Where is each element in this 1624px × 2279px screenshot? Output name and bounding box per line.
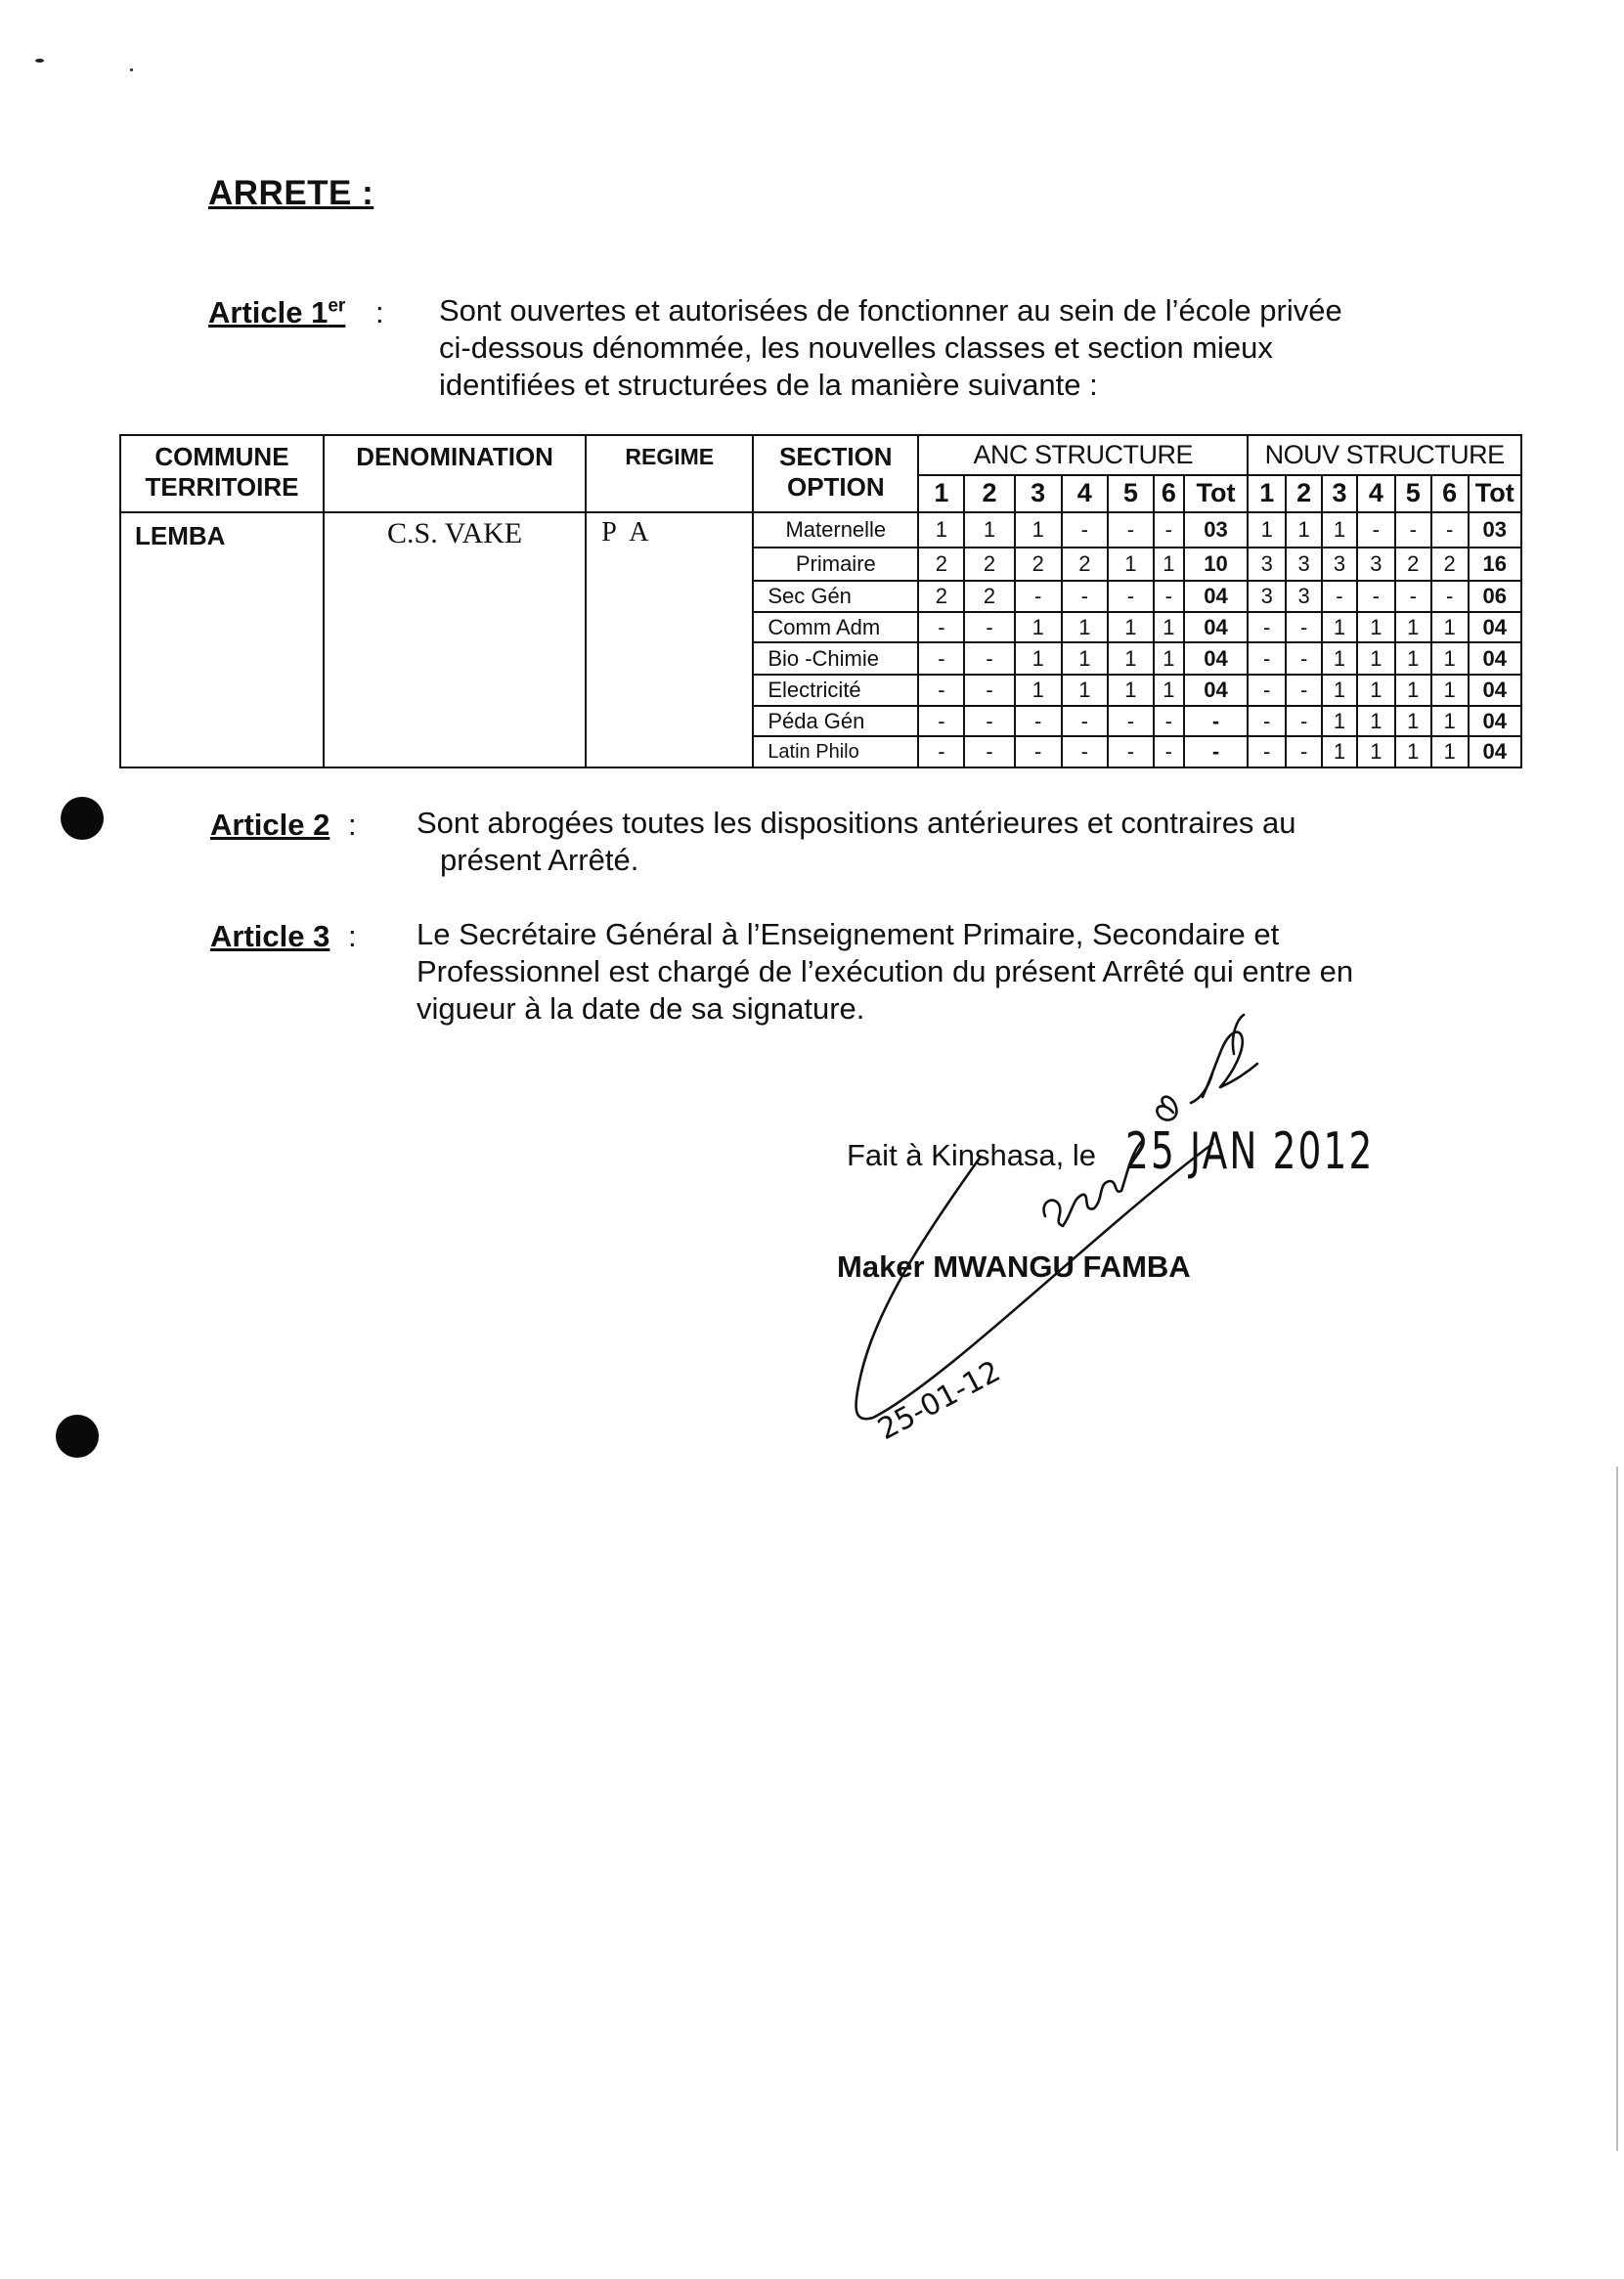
nouv-value-cell: 04: [1469, 612, 1521, 643]
section-cell: Latin Philo: [753, 736, 918, 767]
nouv-value-cell: -: [1357, 512, 1395, 548]
header-anc-col: 1: [918, 475, 964, 512]
anc-value-cell: -: [1108, 581, 1154, 612]
anc-value-cell: -: [1062, 706, 1108, 737]
section-cell: Comm Adm: [753, 612, 918, 643]
nouv-value-cell: 1: [1431, 642, 1469, 675]
anc-value-cell: 1: [1154, 675, 1184, 706]
nouv-value-cell: 1: [1286, 512, 1322, 548]
header-anc-structure: ANC STRUCTURE: [918, 435, 1248, 475]
nouv-value-cell: 1: [1248, 512, 1286, 548]
header-commune-line: COMMUNE: [154, 442, 289, 471]
header-nouv-col: 3: [1322, 475, 1357, 512]
anc-value-cell: -: [1154, 706, 1184, 737]
header-nouv-col: 2: [1286, 475, 1322, 512]
anc-value-cell: -: [918, 642, 964, 675]
header-nouv-col: 4: [1357, 475, 1395, 512]
header-section-line: OPTION: [786, 472, 885, 502]
anc-value-cell: 2: [1015, 548, 1062, 581]
anc-value-cell: 04: [1184, 581, 1249, 612]
nouv-value-cell: 1: [1357, 736, 1395, 767]
nouv-value-cell: 04: [1469, 675, 1521, 706]
anc-value-cell: 1: [1108, 642, 1154, 675]
header-anc-col: Tot: [1184, 475, 1249, 512]
anc-value-cell: -: [1108, 512, 1154, 548]
anc-value-cell: -: [918, 612, 964, 643]
nouv-value-cell: -: [1248, 642, 1286, 675]
header-regime: REGIME: [586, 435, 753, 512]
header-anc-col: 2: [964, 475, 1014, 512]
scan-speck: [130, 68, 133, 71]
nouv-value-cell: 3: [1357, 548, 1395, 581]
article-2-colon: :: [348, 808, 357, 842]
text-line: ci-dessous dénommée, les nouvelles classes et section mieux: [439, 330, 1273, 365]
nouv-value-cell: 1: [1395, 675, 1431, 706]
anc-value-cell: -: [964, 612, 1014, 643]
article-1-text: [439, 292, 1376, 404]
nouv-value-cell: 1: [1431, 612, 1469, 643]
text-line: Professionnel est chargé de l’exécution du présent Arrêté qui entre en: [417, 954, 1354, 988]
article-1-label: Article 1er: [208, 295, 346, 329]
anc-value-cell: -: [964, 642, 1014, 675]
nouv-value-cell: -: [1248, 612, 1286, 643]
header-anc-col: 6: [1154, 475, 1184, 512]
nouv-value-cell: 3: [1248, 581, 1286, 612]
punch-hole: [56, 1415, 99, 1458]
anc-value-cell: 1: [1108, 612, 1154, 643]
nouv-value-cell: 03: [1469, 512, 1521, 548]
anc-value-cell: -: [1108, 736, 1154, 767]
nouv-value-cell: 3: [1286, 548, 1322, 581]
text-line: Sont abrogées toutes les dispositions antérieures et contraires au: [417, 806, 1296, 840]
anc-value-cell: -: [1184, 706, 1249, 737]
anc-value-cell: 10: [1184, 548, 1249, 581]
article-3-colon: :: [348, 919, 357, 953]
text-line: vigueur à la date de sa signature.: [417, 991, 865, 1026]
anc-value-cell: 2: [964, 581, 1014, 612]
anc-value-cell: 1: [1108, 675, 1154, 706]
anc-value-cell: -: [1154, 736, 1184, 767]
nouv-value-cell: 16: [1469, 548, 1521, 581]
table-row: [120, 512, 1521, 548]
anc-value-cell: -: [1062, 736, 1108, 767]
anc-value-cell: -: [1154, 581, 1184, 612]
nouv-value-cell: 1: [1395, 736, 1431, 767]
article-2-text: [417, 805, 1376, 879]
nouv-value-cell: 1: [1357, 675, 1395, 706]
anc-value-cell: 2: [1062, 548, 1108, 581]
anc-value-cell: -: [1184, 736, 1249, 767]
anc-value-cell: -: [1062, 581, 1108, 612]
nouv-value-cell: -: [1286, 706, 1322, 737]
nouv-value-cell: 06: [1469, 581, 1521, 612]
anc-value-cell: 04: [1184, 642, 1249, 675]
nouv-value-cell: 3: [1248, 548, 1286, 581]
nouv-value-cell: 1: [1357, 706, 1395, 737]
section-cell: Péda Gén: [753, 706, 918, 737]
nouv-value-cell: 1: [1395, 612, 1431, 643]
section-cell: Electricité: [753, 675, 918, 706]
anc-value-cell: 03: [1184, 512, 1249, 548]
nouv-value-cell: 3: [1286, 581, 1322, 612]
nouv-value-cell: 1: [1431, 736, 1469, 767]
section-cell: Primaire: [753, 548, 918, 581]
header-section: [753, 435, 918, 512]
anc-value-cell: -: [1015, 736, 1062, 767]
anc-value-cell: -: [1062, 512, 1108, 548]
anc-value-cell: 1: [964, 512, 1014, 548]
section-cell: Bio -Chimie: [753, 642, 918, 675]
header-commune-line: TERRITOIRE: [145, 472, 299, 502]
nouv-value-cell: 1: [1395, 706, 1431, 737]
anc-value-cell: -: [918, 675, 964, 706]
text-line: Sont ouvertes et autorisées de fonctionner au sein de l’école privée: [439, 293, 1342, 328]
anc-value-cell: 04: [1184, 612, 1249, 643]
nouv-value-cell: -: [1431, 581, 1469, 612]
header-nouv-col: Tot: [1469, 475, 1521, 512]
anc-value-cell: 1: [1154, 548, 1184, 581]
article-3-label: Article 3: [210, 919, 330, 953]
nouv-value-cell: -: [1286, 736, 1322, 767]
header-nouv-col: 1: [1248, 475, 1286, 512]
nouv-value-cell: -: [1286, 642, 1322, 675]
header-denomination: DENOMINATION: [324, 435, 586, 512]
nouv-value-cell: 1: [1357, 612, 1395, 643]
nouv-value-cell: -: [1248, 706, 1286, 737]
nouv-value-cell: 04: [1469, 642, 1521, 675]
text-line: présent Arrêté.: [440, 843, 639, 877]
anc-value-cell: 1: [1015, 612, 1062, 643]
article-1-colon: :: [375, 295, 384, 329]
signer-name: Maker MWANGU FAMBA: [837, 1249, 1191, 1284]
header-section-line: SECTION: [779, 442, 893, 471]
anc-value-cell: -: [964, 675, 1014, 706]
handwritten-date: 25-01-12: [872, 1354, 1006, 1448]
nouv-value-cell: 1: [1431, 675, 1469, 706]
anc-value-cell: -: [1108, 706, 1154, 737]
nouv-value-cell: 1: [1431, 706, 1469, 737]
classes-table: [119, 434, 1522, 768]
anc-value-cell: 1: [1015, 642, 1062, 675]
date-stamp: 25 JAN 2012: [1125, 1122, 1375, 1181]
nouv-value-cell: -: [1357, 581, 1395, 612]
header-nouv-structure: NOUV STRUCTURE: [1248, 435, 1521, 475]
anc-value-cell: -: [1015, 581, 1062, 612]
nouv-value-cell: -: [1286, 612, 1322, 643]
header-nouv-col: 5: [1395, 475, 1431, 512]
anc-value-cell: 2: [918, 581, 964, 612]
scan-edge-line: [1616, 1467, 1618, 2151]
nouv-value-cell: 04: [1469, 706, 1521, 737]
anc-value-cell: 1: [1062, 642, 1108, 675]
anc-value-cell: -: [964, 736, 1014, 767]
denomination-cell: C.S. VAKE: [324, 512, 586, 767]
anc-value-cell: 1: [1015, 675, 1062, 706]
punch-hole: [61, 797, 104, 840]
header-commune: [120, 435, 324, 512]
nouv-value-cell: 1: [1322, 512, 1357, 548]
nouv-value-cell: -: [1322, 581, 1357, 612]
nouv-value-cell: -: [1286, 675, 1322, 706]
text-line: identifiées et structurées de la manière suivante :: [439, 368, 1098, 402]
anc-value-cell: -: [918, 706, 964, 737]
anc-value-cell: 1: [1062, 612, 1108, 643]
nouv-value-cell: 1: [1395, 642, 1431, 675]
anc-value-cell: 1: [1062, 675, 1108, 706]
anc-value-cell: -: [964, 706, 1014, 737]
commune-cell: LEMBA: [120, 512, 324, 767]
anc-value-cell: 1: [1108, 548, 1154, 581]
anc-value-cell: 1: [1015, 512, 1062, 548]
nouv-value-cell: -: [1248, 675, 1286, 706]
article-3-text: [417, 916, 1376, 1028]
nouv-value-cell: -: [1395, 581, 1431, 612]
nouv-value-cell: 1: [1322, 642, 1357, 675]
section-cell: Sec Gén: [753, 581, 918, 612]
anc-value-cell: 1: [1154, 612, 1184, 643]
header-anc-col: 3: [1015, 475, 1062, 512]
nouv-value-cell: 1: [1322, 612, 1357, 643]
article-1-superscript: er: [328, 295, 346, 317]
nouv-value-cell: -: [1431, 512, 1469, 548]
article-2-label: Article 2: [210, 808, 330, 842]
anc-value-cell: 2: [918, 548, 964, 581]
nouv-value-cell: -: [1395, 512, 1431, 548]
text-line: Le Secrétaire Général à l’Enseignement Primaire, Secondaire et: [417, 917, 1280, 951]
nouv-value-cell: 04: [1469, 736, 1521, 767]
anc-value-cell: 1: [918, 512, 964, 548]
nouv-value-cell: 1: [1322, 736, 1357, 767]
scan-speck: [35, 59, 44, 63]
anc-value-cell: 04: [1184, 675, 1249, 706]
header-nouv-col: 6: [1431, 475, 1469, 512]
nouv-value-cell: 3: [1322, 548, 1357, 581]
anc-value-cell: -: [918, 736, 964, 767]
nouv-value-cell: 2: [1395, 548, 1431, 581]
document-title: ARRETE :: [208, 174, 374, 212]
header-anc-col: 4: [1062, 475, 1108, 512]
nouv-value-cell: -: [1248, 736, 1286, 767]
anc-value-cell: -: [1154, 512, 1184, 548]
nouv-value-cell: 1: [1322, 675, 1357, 706]
anc-value-cell: 2: [964, 548, 1014, 581]
header-anc-col: 5: [1108, 475, 1154, 512]
nouv-value-cell: 2: [1431, 548, 1469, 581]
anc-value-cell: -: [1015, 706, 1062, 737]
nouv-value-cell: 1: [1357, 642, 1395, 675]
anc-value-cell: 1: [1154, 642, 1184, 675]
place-date-line: Fait à Kinshasa, le: [847, 1138, 1097, 1172]
nouv-value-cell: 1: [1322, 706, 1357, 737]
regime-cell: P A: [586, 512, 753, 767]
section-cell: Maternelle: [753, 512, 918, 548]
